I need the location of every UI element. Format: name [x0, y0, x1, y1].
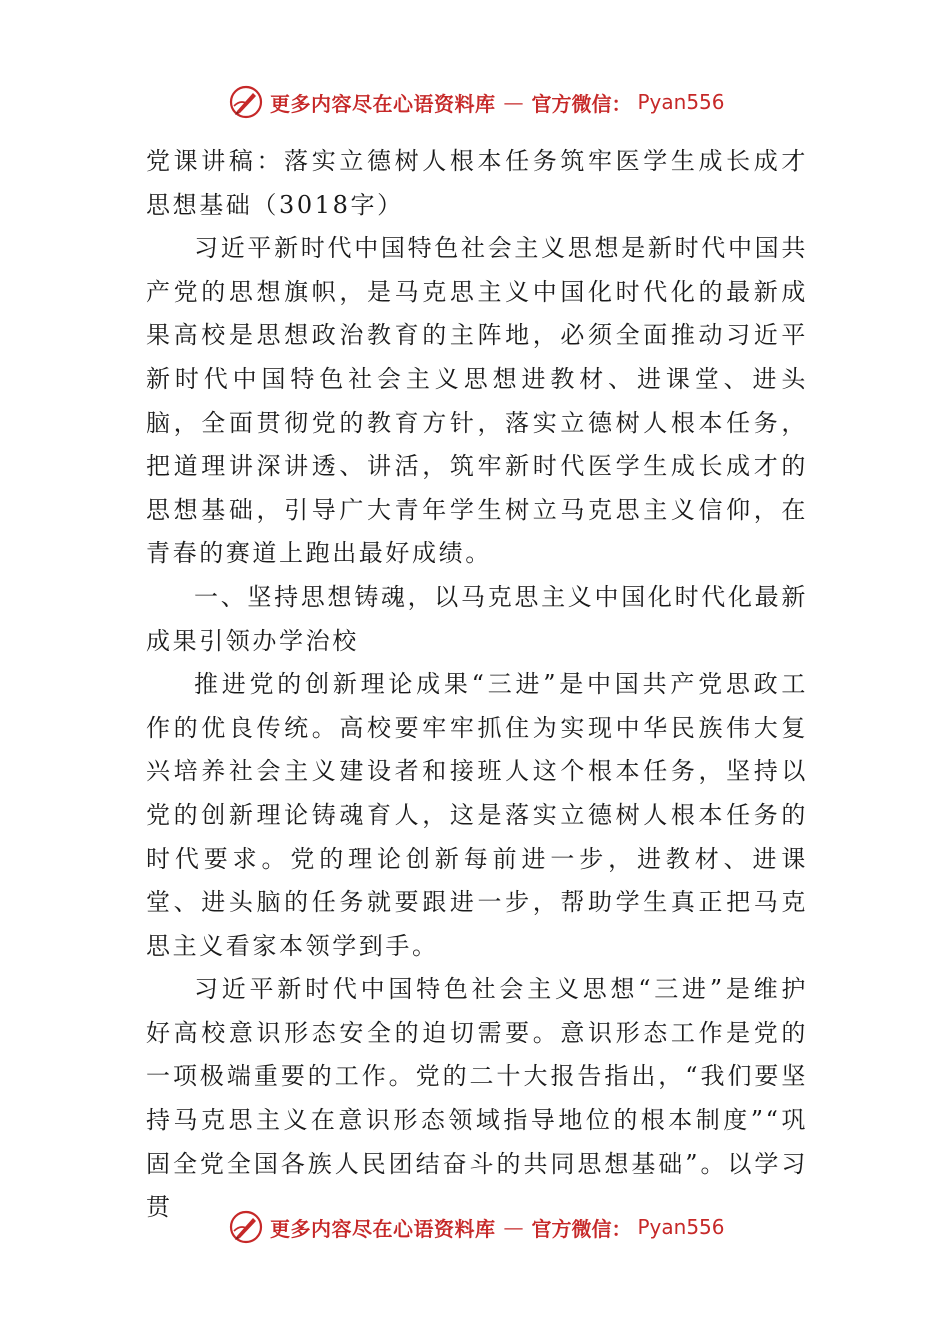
paragraph-3: 习近平新时代中国特色社会主义思想“三进”是维护好高校意识形态安全的迫切需要。意识形态工作是党的一项极端重要的工作。党的二十大报告指出，“我们要坚持马克思主义在意识形态领域指导地位的根本制度”“巩固全党全国各族人民团结奋斗的共同思想基础”。以学习贯: [146, 975, 808, 1222]
watermark-dash: —: [503, 90, 524, 114]
header-watermark: [228, 82, 748, 122]
watermark-label: 官方微信：: [531, 1216, 632, 1241]
watermark-text: 更多内容尽在心语资料库: [270, 91, 496, 116]
watermark-text: 更多内容尽在心语资料库: [270, 1216, 496, 1241]
paragraph-1: 习近平新时代中国特色社会主义思想是新时代中国共产党的思想旗帜，是马克思主义中国化时代化的最新成果高校是思想政治教育的主阵地，必须全面推动习近平新时代中国特色社会主义思想进教材、进课堂、进头脑，全面贯彻党的教育方针，落实立德树人根本任务，把道理讲深讲透、讲活，筑牢新时代医学生成长成才的思想基础，引导广大青年学生树立马克思主义信仰，在青春的赛道上跑出最好成绩。: [146, 234, 808, 568]
watermark-dash: —: [503, 1215, 524, 1239]
document-body: [146, 140, 808, 1230]
paragraph-2: 推进党的创新理论成果“三进”是中国共产党思政工作的优良传统。高校要牢牢抓住为实现中华民族伟大复兴培养社会主义建设者和接班人这个根本任务，坚持以党的创新理论铸魂育人，这是落实立德树人根本任务的时代要求。党的理论创新每前进一步，进教材、进课堂、进头脑的任务就要跟进一步，帮助学生真正把马克思主义看家本领学到手。: [146, 670, 808, 960]
footer-watermark: [228, 1207, 748, 1247]
watermark-wechat-id: Pyan556: [637, 90, 725, 114]
watermark-wechat-id: Pyan556: [637, 1215, 725, 1239]
watermark-label: 官方微信：: [531, 91, 632, 116]
pen-logo-icon: [228, 84, 264, 120]
document-title: 党课讲稿：落实立德树人根本任务筑牢医学生成长成才思想基础（3018字）: [146, 147, 808, 219]
pen-logo-icon: [228, 1209, 264, 1245]
section-heading-1: 一、坚持思想铸魂，以马克思主义中国化时代化最新成果引领办学治校: [146, 582, 808, 655]
